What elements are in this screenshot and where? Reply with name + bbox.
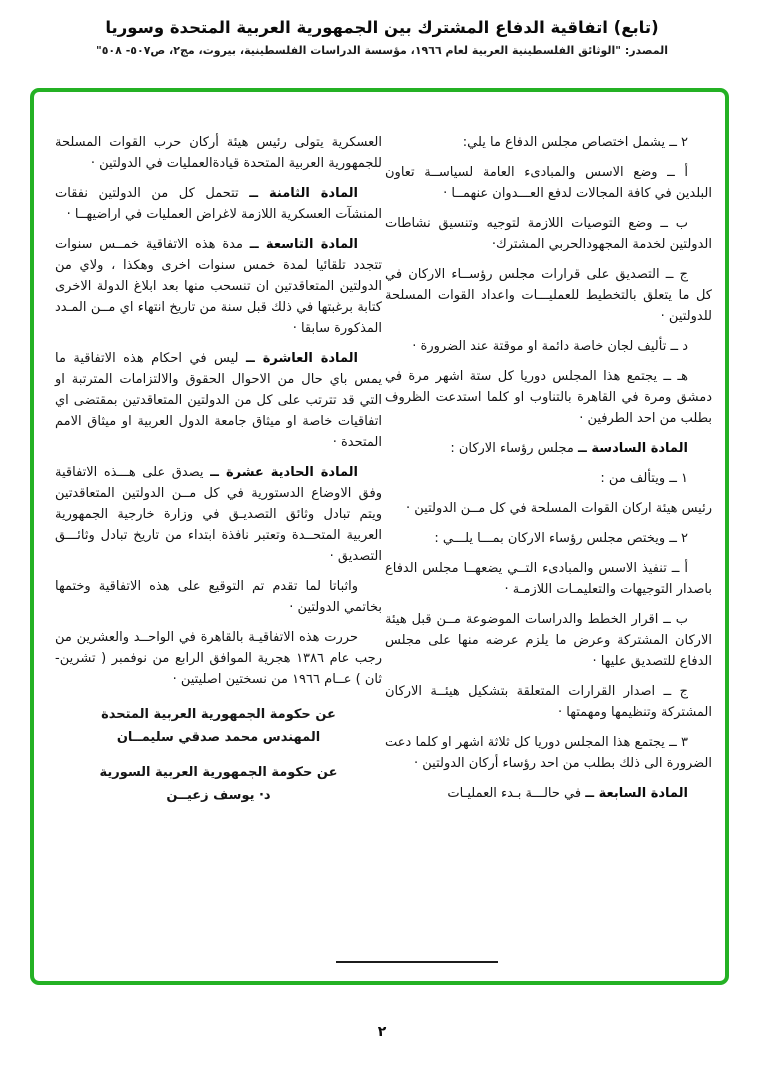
paragraph: هـ ــ يجتمع هذا المجلس دوريا كل ستة اشهر مرة في دمشق ومرة في القاهرة بالتناوب او كلما استدعت الظروف بطلب من احد الطرفين ·: [385, 369, 712, 426]
paragraph: رئيس هيئة اركان القوات المسلحة في كل مــن الدولتين ·: [406, 501, 712, 516]
paragraph: عن حكومة الجمهورية العربية السورية: [99, 765, 338, 780]
paragraph: ١ ــ ويتألف من :: [600, 471, 688, 486]
paragraph: ٣ ــ يجتمع هذا المجلس دوريا كل ثلاثة اشهر او كلما دعت الضرورة الى ذلك بطلب من احد رؤساء أركان الدولتين ·: [385, 735, 712, 771]
document-frame: [30, 88, 729, 985]
article-heading: المادة السابعة ــ: [585, 786, 688, 801]
article-heading: المادة الحادية عشرة ــ: [210, 465, 359, 480]
paragraph: ج ــ اصدار القرارات المتعلقة بتشكيل هيئــة الاركان المشتركة وتنظيمها ومهمتها ·: [385, 684, 712, 720]
article-paragraph: المادة العاشرة ــ ليس في احكام هذه الاتفاقية ما يمس باي حال من الاحوال الحقوق والالتزامات المترتبة او التي قد تترتب على كل من الدولتين المتعاقدتين بمقتضى اي اتفاقيات خاصة او ميثاق جامعة الدول العربية او ميثاق الامم المتحدة ·: [55, 351, 382, 450]
page-header: [0, 18, 764, 57]
column-right: [385, 132, 712, 813]
page-number: ٢: [377, 1024, 387, 1040]
article-heading: المادة العاشرة ــ: [245, 351, 358, 366]
paragraph: د ــ تأليف لجان خاصة دائمة او موقتة عند الضرورة ·: [412, 339, 688, 354]
article-paragraph: المادة السادسة ــ مجلس رؤساء الاركان :: [450, 441, 688, 456]
column-left: [55, 132, 382, 806]
paragraph: العسكرية يتولى رئيس هيئة أركان حرب القوات المسلحة للجمهورية العربية المتحدة قيادةالعمليات في الدولتين ·: [55, 135, 382, 171]
paragraph: ب ــ اقرار الخطط والدراسات الموضوعة مــن قبل هيئة الاركان المشتركة وعرض ما يلزم عرضه منها على مجلس الدفاع للتصديق عليها ·: [385, 612, 712, 669]
article-paragraph: المادة السابعة ــ في حالـــة بـدء العمليـات: [447, 786, 688, 801]
paragraph: المهندس محمد صدقي سليمــان: [116, 730, 321, 745]
source-citation: المصدر: "الوثائق الفلسطينية العربية لعام ١٩٦٦، مؤسسة الدراسات الفلسطينية، بيروت، مج٢، ص٥٠٧- ٥٠٨": [95, 44, 669, 57]
article-paragraph: المادة التاسعة ــ مدة هذه الاتفاقية خمــس سنوات تتجدد تلقائيا لمدة خمس سنوات اخرى وهكذا ، ولاي من الدولتين المتعاقدتين ان تنسحب منها بعد ابلاغ الدولة الاخرى كتابة برغبتها في ذلك قبل سنة من تاريخ انتهاء اي مــن المـدد المذكورة سابقا ·: [55, 237, 382, 336]
paragraph: ج ــ التصديق على قرارات مجلس رؤســاء الاركان في كل ما يتعلق بالتخطيط للعمليـــات واعداد القوات المسلحة للدولتين ·: [385, 267, 712, 324]
paragraph: أ ــ وضع الاسس والمبادىء العامة لسياســة تعاون البلدين في كافة المجالات لدفع العـــدوان عنهمــا ·: [385, 165, 712, 201]
article-heading: المادة السادسة ــ: [577, 441, 688, 456]
document-title: (تابع) اتفاقية الدفاع المشترك بين الجمهورية العربية المتحدة وسوريا: [105, 18, 659, 37]
paragraph: عن حكومة الجمهورية العربية المتحدة: [101, 707, 336, 722]
paragraph: ٢ ــ ويختص مجلس رؤساء الاركان بمـــا يلـــي :: [434, 531, 688, 546]
paragraph: ٢ ــ يشمل اختصاص مجلس الدفاع ما يلي:: [462, 135, 688, 150]
paragraph: حررت هذه الاتفاقيـة بالقاهرة في الواحــد والعشرين من رجب عام ١٣٨٦ هجرية الموافق الرابع من نوفمبر ( تشرين-ثان ) عــام ١٩٦٦ من نسختين اصليتين ·: [55, 630, 382, 687]
divider-line: [336, 961, 498, 963]
article-heading: المادة التاسعة ــ: [249, 237, 358, 252]
paragraph: أ ــ تنفيذ الاسس والمبادىء التــي يضعهــا مجلس الدفاع باصدار التوجيهات والتعليمـات اللازمـة ·: [385, 561, 712, 597]
article-paragraph: المادة الثامنة ــ تتحمل كل من الدولتين نفقات المنشآت العسكرية اللازمة لاغراض العمليات في اراضيهــا ·: [55, 186, 382, 222]
paragraph: ب ــ وضع التوصيات اللازمة لتوجيه وتنسيق نشاطات الدولتين لخدمة المجهودالحربي المشترك·: [385, 216, 712, 252]
article-heading: المادة الثامنة ــ: [249, 186, 359, 201]
article-paragraph: المادة الحادية عشرة ــ يصدق على هـــذه الاتفاقية وفق الاوضاع الدستورية في كل مــن الدولتين المتعاقدتين ويتم تبادل وثائق التصديـق في وزارة خارجية الجمهورية العربية المتحــدة وتعتبر نافذة ابتداء من تاريخ تبادل وثائـــق التصديق ·: [55, 465, 382, 564]
paragraph: د· يوسف زعيــن: [166, 788, 271, 803]
paragraph: واثباتا لما تقدم تم التوقيع على هذه الاتفاقية وختمها بخاتمي الدولتين ·: [55, 579, 382, 615]
